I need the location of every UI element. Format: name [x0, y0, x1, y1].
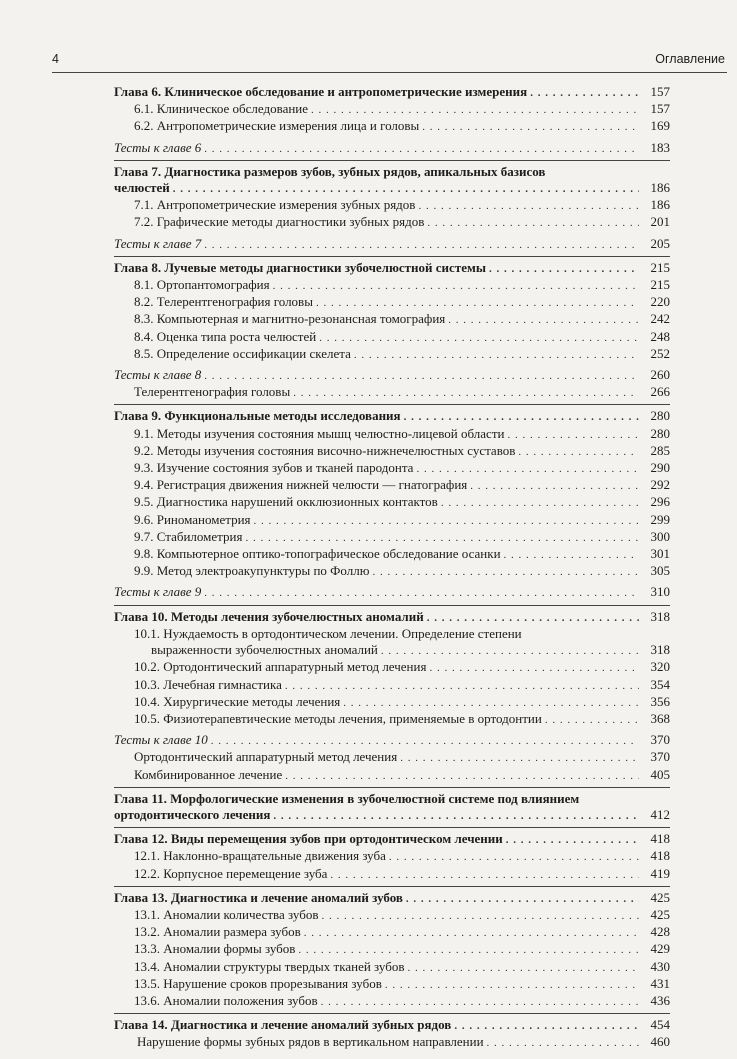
toc-test-entry[interactable]: Тесты к главе 10 . . . 370 [114, 732, 670, 749]
toc-entry[interactable]: 9.9. Метод электроакупунктуры по Фоллю . . . 305 [114, 563, 670, 580]
toc-entry[interactable]: Нарушение формы зубных рядов в вертикальном направлении . . . 460 [114, 1034, 670, 1051]
toc-entry[interactable]: Комбинированное лечение . . . 405 [114, 767, 670, 784]
toc-entry[interactable]: 13.3. Аномалии формы зубов . . . 429 [114, 941, 670, 958]
toc-entry[interactable]: 8.3. Компьютерная и магнитно-резонансная томография . . . 242 [114, 311, 670, 328]
toc-entry[interactable]: Глава 9. Функциональные методы исследования . . . 280 [114, 408, 670, 425]
toc-entry[interactable]: Глава 14. Диагностика и лечение аномалий зубных рядов . . . 454 [114, 1017, 670, 1034]
toc-entry[interactable]: Телерентгенография головы . . . 266 [114, 384, 670, 401]
toc-entry[interactable]: Глава 8. Лучевые методы диагностики зубочелюстной системы . . . 215 [114, 260, 670, 277]
toc-entry[interactable]: 10.2. Ортодонтический аппаратурный метод лечения . . . 320 [114, 659, 670, 676]
toc-entry[interactable]: 7.2. Графические методы диагностики зубных рядов . . . 201 [114, 214, 670, 231]
toc-entry[interactable]: выраженности зубочелюстных аномалий . . . 318 [114, 642, 670, 659]
page-header [52, 50, 727, 73]
chapter-9 [114, 408, 670, 580]
chapter-13 [114, 890, 670, 1010]
toc-entry[interactable]: ортодонтического лечения . . . 412 [114, 807, 670, 824]
toc-entry[interactable]: 7.1. Антропометрические измерения зубных рядов . . . 186 [114, 197, 670, 214]
toc-entry[interactable]: 8.2. Телерентгенография головы . . . 220 [114, 294, 670, 311]
toc-entry[interactable]: 12.1. Наклонно-вращательные движения зуба . . . 418 [114, 848, 670, 865]
toc-entry[interactable]: 6.2. Антропометрические измерения лица и головы . . . 169 [114, 118, 670, 135]
table-of-contents [114, 84, 670, 1052]
chapter-title-line: Глава 11. Морфологические изменения в зубочелюстной системе под влиянием [114, 790, 580, 806]
toc-entry[interactable]: 13.2. Аномалии размера зубов . . . 428 [114, 924, 670, 941]
toc-entry[interactable]: 6.1. Клиническое обследование . . . 157 [114, 101, 670, 118]
toc-entry-line: 10.1. Нуждаемость в ортодонтическом лечении. Определение степени [134, 625, 522, 641]
toc-entry[interactable]: 10.5. Физиотерапевтические методы лечения, применяемые в ортодонтии . . . 368 [114, 711, 670, 728]
chapter-6 [114, 84, 670, 136]
chapter-7 [114, 164, 670, 232]
toc-test-entry[interactable]: Тесты к главе 7 . . . 205 [114, 236, 670, 253]
toc-entry[interactable]: Глава 12. Виды перемещения зубов при ортодонтическом лечении . . . 418 [114, 831, 670, 848]
toc-entry[interactable]: 13.6. Аномалии положения зубов . . . 436 [114, 993, 670, 1010]
toc-entry[interactable]: 8.4. Оценка типа роста челюстей . . . 248 [114, 329, 670, 346]
chapter-12 [114, 831, 670, 883]
toc-entry[interactable]: 13.1. Аномалии количества зубов . . . 425 [114, 907, 670, 924]
toc-entry[interactable]: 9.5. Диагностика нарушений окклюзионных контактов . . . 296 [114, 494, 670, 511]
toc-test-entry[interactable]: Тесты к главе 8 . . . 260 [114, 367, 670, 384]
toc-test-entry[interactable]: Тесты к главе 9 . . . 310 [114, 584, 670, 601]
page-number: 4 [52, 52, 59, 66]
toc-entry[interactable]: Глава 13. Диагностика и лечение аномалий зубов . . . 425 [114, 890, 670, 907]
toc-entry[interactable]: 10.3. Лечебная гимнастика . . . 354 [114, 677, 670, 694]
chapter-10 [114, 609, 670, 728]
toc-test-entry[interactable]: Тесты к главе 6 . . . 183 [114, 140, 670, 157]
toc-entry[interactable]: 13.5. Нарушение сроков прорезывания зубов . . . 431 [114, 976, 670, 993]
toc-entry[interactable]: Глава 10. Методы лечения зубочелюстных аномалий . . . 318 [114, 609, 670, 626]
chapter-8 [114, 260, 670, 363]
toc-entry[interactable]: 9.8. Компьютерное оптико-топографическое обследование осанки . . . 301 [114, 546, 670, 563]
running-title: Оглавление [655, 52, 725, 66]
toc-entry[interactable]: 9.3. Изучение состояния зубов и тканей пародонта . . . 290 [114, 460, 670, 477]
chapter-11 [114, 791, 670, 824]
toc-entry[interactable]: челюстей . . . 186 [114, 180, 670, 197]
toc-entry[interactable]: 10.4. Хирургические методы лечения . . . 356 [114, 694, 670, 711]
toc-entry[interactable]: 9.4. Регистрация движения нижней челюсти — гнатография . . . 292 [114, 477, 670, 494]
toc-entry[interactable]: Глава 6. Клиническое обследование и антропометрические измерения . . . 157 [114, 84, 670, 101]
chapter-title-line: Глава 7. Диагностика размеров зубов, зубных рядов, апикальных базисов [114, 163, 546, 179]
toc-entry[interactable]: 8.1. Ортопантомография . . . 215 [114, 277, 670, 294]
toc-entry[interactable]: 9.1. Методы изучения состояния мышц челюстно-лицевой области . . . 280 [114, 426, 670, 443]
toc-entry[interactable]: 9.7. Стабилометрия . . . 300 [114, 529, 670, 546]
toc-entry[interactable]: 9.2. Методы изучения состояния височно-нижнечелюстных суставов . . . 285 [114, 443, 670, 460]
chapter-14 [114, 1017, 670, 1051]
toc-entry[interactable]: Ортодонтический аппаратурный метод лечения . . . 370 [114, 749, 670, 766]
toc-entry[interactable]: 8.5. Определение оссификации скелета . . . 252 [114, 346, 670, 363]
toc-entry[interactable]: 9.6. Риноманометрия . . . 299 [114, 512, 670, 529]
toc-entry[interactable]: 12.2. Корпусное перемещение зуба . . . 419 [114, 866, 670, 883]
toc-entry[interactable]: 13.4. Аномалии структуры твердых тканей зубов . . . 430 [114, 959, 670, 976]
